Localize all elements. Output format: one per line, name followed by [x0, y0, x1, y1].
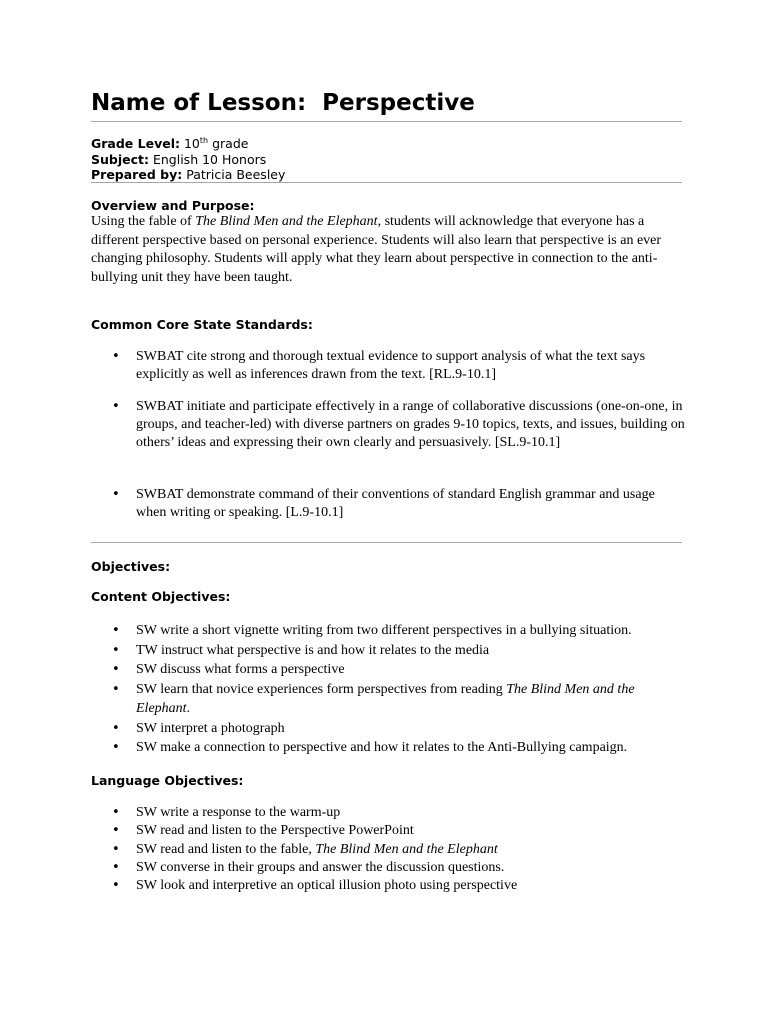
language-objectives-heading: Language Objectives:: [91, 773, 244, 788]
title-divider: [91, 121, 682, 122]
content-objectives-list: [112, 621, 687, 758]
grade-level-value: [184, 136, 248, 151]
section-divider: [91, 542, 682, 543]
objectives-heading: Objectives:: [91, 559, 171, 574]
grade-number: 10: [183, 136, 200, 151]
list-item: • SWBAT initiate and participate effectively in a range of collaborative discussions (one-on-one, in groups, and teacher-led) with diverse partners on grades 9-10 topics, texts, and issues, building on others’ ideas and expressing their own clearly and persuasively. [SL.9-10.1]: [112, 398, 687, 452]
item-text: SW write a short vignette writing from two different perspectives in a bullying situation.: [136, 623, 632, 638]
item-text: TW instruct what perspective is and how it relates to the media: [136, 642, 490, 658]
item-text: SW read and listen to the Perspective PowerPoint: [136, 823, 414, 839]
list-item: [112, 660, 687, 680]
list-item: [112, 641, 687, 661]
subject-row: [91, 152, 266, 168]
overview-text-rest: , students will acknowledge that everyone has a different perspective based on personal experience. Students will also learn that perspective is an ever changing philosophy. Students will apply what they learn about perspective in connection to the anti-bullying unit they have been taught.: [91, 214, 662, 285]
grade-suffix: th: [199, 135, 209, 145]
list-item: [112, 841, 687, 859]
list-item: • SWBAT demonstrate command of their conventions of standard English grammar and usage when writing or speaking. [L.9-10.1]: [112, 486, 687, 522]
prepared-by-value: Patricia Beesley: [186, 167, 286, 182]
list-item: [112, 680, 687, 719]
list-item: [112, 859, 687, 877]
grade-level-row: [91, 136, 248, 152]
list-item: [112, 621, 687, 641]
item-text: SW write a response to the warm-up: [136, 805, 341, 820]
fable-title: The Blind Men and the Elephant: [315, 841, 498, 857]
fable-title: The Blind Men and the Elephant: [136, 681, 635, 716]
fable-title: The Blind Men and the Elephant: [195, 214, 378, 229]
overview-text-start: Using the fable of: [91, 214, 196, 229]
overview-paragraph: [91, 213, 691, 287]
content-objectives-heading: Content Objectives:: [91, 589, 231, 604]
prepared-by-label: Prepared by:: [91, 167, 183, 182]
language-objectives-list: [112, 804, 687, 895]
prepared-by-row: [91, 167, 285, 183]
meta-divider: [91, 182, 682, 183]
list-item: [112, 822, 687, 840]
item-text: SW discuss what forms a perspective: [136, 662, 345, 677]
subject-value: English 10 Honors: [152, 152, 267, 167]
list-item: [112, 719, 687, 739]
standards-heading: Common Core State Standards:: [91, 317, 313, 332]
item-text: SW interpret a photograph: [136, 720, 285, 736]
grade-word: grade: [212, 136, 249, 151]
grade-level-label: Grade Level:: [91, 136, 180, 151]
item-text: SW read and listen to the fable,: [136, 841, 316, 857]
list-item: • SWBAT cite strong and thorough textual evidence to support analysis of what the text says explicitly as well as inferences drawn from the text. [RL.9-10.1]: [112, 348, 687, 384]
page-title: Name of Lesson: Perspective: [91, 90, 475, 116]
overview-heading: Overview and Purpose:: [91, 198, 255, 213]
item-text: SW converse in their groups and answer the discussion questions.: [136, 859, 505, 875]
item-text: SW make a connection to perspective and how it relates to the Anti-Bullying campaign.: [136, 740, 628, 755]
list-item: [112, 804, 687, 822]
item-text: SW look and interpretive an optical illusion photo using perspective: [136, 878, 518, 894]
list-item: [112, 738, 687, 758]
subject-label: Subject:: [91, 152, 149, 167]
item-text: SW learn that novice experiences form perspectives from reading: [136, 681, 507, 697]
item-text-end: .: [186, 701, 191, 716]
standards-list: [112, 348, 687, 536]
list-item: [112, 877, 687, 895]
